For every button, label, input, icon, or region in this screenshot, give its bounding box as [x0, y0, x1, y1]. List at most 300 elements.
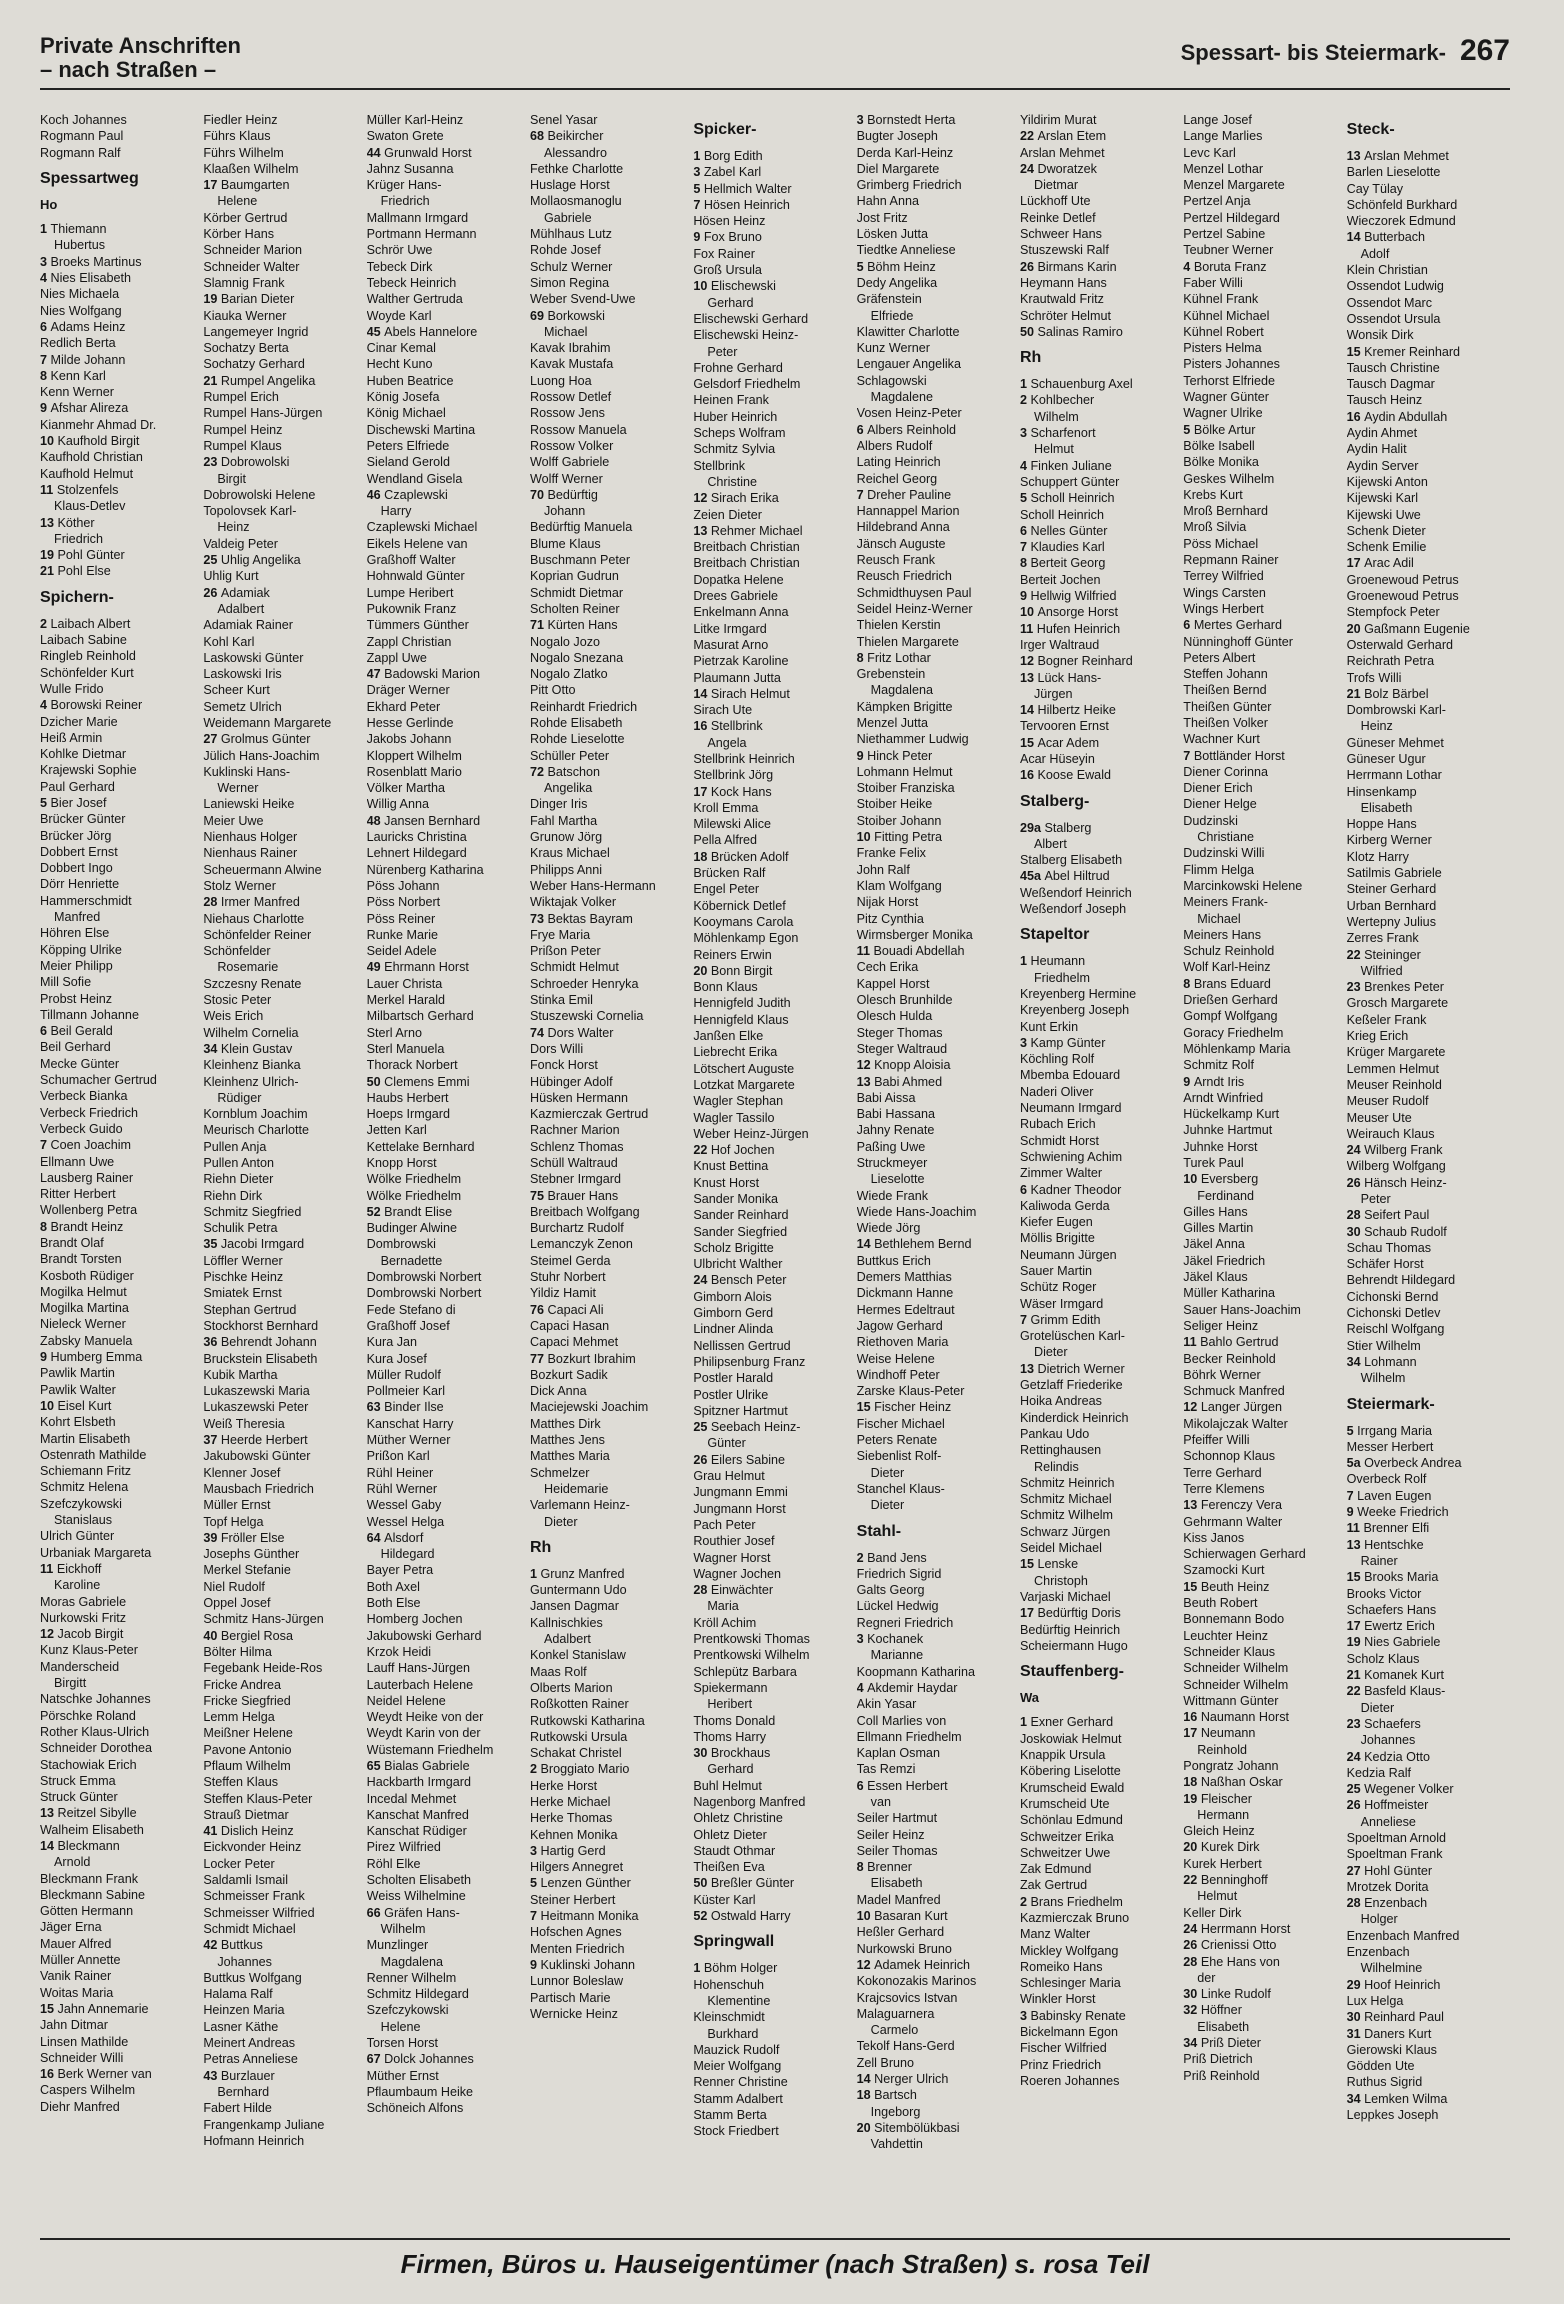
- resident-entry: Weber Heinz-Jürgen: [693, 1126, 809, 1141]
- resident-entry: Stebner Irmgard: [529, 1172, 621, 1187]
- resident-entry: [1183, 1839, 1336, 1855]
- resident-name: Seifert Paul: [1364, 1208, 1430, 1223]
- entry-continuation: van: [870, 1794, 891, 1809]
- resident-name: Ansorge Horst: [1037, 605, 1118, 620]
- resident-entry: [857, 1778, 1010, 1794]
- resident-entry: Schneider Walter: [203, 259, 300, 274]
- resident-entry: Wolf Karl-Heinz: [1183, 960, 1271, 975]
- entry-continuation: Michael: [1197, 911, 1241, 926]
- resident-name: Böhm Holger: [703, 1961, 778, 1976]
- resident-entry: [40, 1137, 193, 1153]
- resident-entry: Oppel Josef: [203, 1596, 271, 1611]
- resident-entry: Vanik Rainer: [40, 1969, 112, 1984]
- entry-continuation: Adalbert: [543, 1632, 591, 1647]
- resident-entry: [1347, 1977, 1500, 1993]
- house-number: 7: [1183, 748, 1194, 763]
- resident-entry: [1347, 1207, 1500, 1223]
- resident-entry: [1347, 1142, 1500, 1158]
- resident-entry: Mogilka Helmut: [40, 1284, 127, 1299]
- resident-entry: Lohmann Helmut: [856, 764, 953, 779]
- resident-entry: [693, 849, 846, 865]
- entry-continuation: Johannes: [217, 1954, 272, 1969]
- resident-entry: Gleich Heinz: [1183, 1824, 1255, 1839]
- house-number: 22: [1346, 947, 1365, 962]
- resident-entry: Stephan Gertrud: [203, 1302, 297, 1317]
- resident-entry: Kirberg Werner: [1346, 833, 1432, 848]
- resident-entry: Trofs Willi: [1346, 670, 1402, 685]
- resident-entry: Elischewski Gerhard: [693, 311, 809, 326]
- house-number: 29: [1346, 1977, 1365, 1992]
- resident-entry: Steiner Herbert: [529, 1892, 616, 1907]
- resident-name: Uhlig Angelika: [220, 553, 301, 568]
- resident-name: Coen Joachim: [50, 1138, 132, 1153]
- resident-entry: Küster Karl: [693, 1892, 756, 1907]
- resident-entry: [530, 1957, 683, 1973]
- house-number: 43: [203, 2068, 221, 2083]
- house-number: 8: [856, 1860, 868, 1875]
- house-number: 34: [203, 1041, 221, 1056]
- resident-entry: Joskowiak Helmut: [1019, 1731, 1122, 1746]
- resident-entry: Sochatzy Berta: [203, 341, 289, 356]
- resident-name: Stolzenfels: [56, 482, 119, 497]
- resident-entry: Kreyenberg Hermine: [1019, 986, 1137, 1001]
- house-number: 34: [1183, 2036, 1201, 2051]
- house-number: 10: [40, 434, 58, 449]
- resident-entry: Stoiber Heike: [856, 797, 933, 812]
- resident-name: Brans Eduard: [1193, 976, 1271, 991]
- resident-name: Ostwald Harry: [710, 1909, 791, 1924]
- resident-name: Abel Hiltrud: [1044, 869, 1110, 884]
- resident-entry: Lumpe Heribert: [366, 585, 454, 600]
- resident-entry: Kavak Mustafa: [529, 357, 614, 372]
- resident-entry: Czaplewski Michael: [366, 520, 478, 535]
- house-number: 3: [856, 1632, 868, 1647]
- resident-entry: Tervooren Ernst: [1019, 719, 1109, 734]
- resident-entry: Demers Matthias: [856, 1270, 952, 1285]
- resident-entry: [367, 2051, 520, 2067]
- resident-entry: [1020, 1361, 1173, 1377]
- resident-entry: Wirmsberger Monika: [856, 927, 973, 942]
- resident-entry: Schmitz Heinrich: [1019, 1475, 1115, 1490]
- resident-entry: Merkel Stefanie: [203, 1563, 291, 1578]
- house-number: 9: [1019, 589, 1031, 604]
- entry-continuation: Günter: [707, 1436, 746, 1451]
- resident-entry: Theißen Bernd: [1183, 683, 1267, 698]
- entry-continuation: Johannes: [1360, 1733, 1416, 1748]
- resident-entry: Scholz Brigitte: [693, 1240, 774, 1255]
- resident-entry: Schuppert Günter: [1019, 474, 1120, 489]
- resident-entry: Peters Elfriede: [366, 438, 450, 453]
- resident-entry: [1020, 1894, 1173, 1910]
- resident-entry: Lemm Helga: [203, 1710, 275, 1725]
- resident-name: Baumgarten: [220, 178, 290, 193]
- resident-entry: Nieleck Werner: [40, 1317, 126, 1332]
- resident-entry: Kunz Klaus-Peter: [40, 1643, 139, 1658]
- resident-entry: Brandt Torsten: [40, 1252, 122, 1267]
- house-number: 15: [40, 2001, 58, 2016]
- resident-name: Boruta Franz: [1193, 259, 1267, 274]
- resident-entry: Scholl Heinrich: [1019, 507, 1104, 522]
- resident-entry: [203, 177, 356, 193]
- house-number: 17: [1183, 1726, 1201, 1741]
- resident-entry: Rother Klaus-Ulrich: [40, 1724, 150, 1739]
- resident-entry: [1347, 1488, 1500, 1504]
- resident-entry: Lausberg Rainer: [40, 1170, 134, 1185]
- resident-entry: Lemanczyk Zenon: [529, 1237, 633, 1252]
- resident-name: Eilers Sabine: [710, 1452, 786, 1467]
- resident-entry: Menzel Jutta: [856, 715, 929, 730]
- resident-entry: Kroll Emma: [693, 800, 759, 815]
- resident-entry: Becker Reinhold: [1183, 1351, 1276, 1366]
- resident-entry: [203, 1937, 356, 1953]
- house-number: 4: [1183, 259, 1194, 274]
- resident-entry: Kanschat Harry: [366, 1416, 454, 1431]
- entry-continuation: Elisabeth: [1360, 800, 1413, 815]
- resident-entry: Zerres Frank: [1346, 931, 1419, 946]
- resident-entry: Fonck Horst: [529, 1058, 598, 1073]
- resident-entry: [1020, 2008, 1173, 2024]
- resident-entry: Jäkel Friedrich: [1183, 1253, 1266, 1268]
- resident-entry: Dobbert Ingo: [40, 861, 113, 876]
- resident-name: Weeke Friedrich: [1357, 1505, 1449, 1520]
- resident-entry: Wiede Frank: [856, 1188, 929, 1203]
- resident-entry: Lukaszewski Peter: [203, 1400, 309, 1415]
- resident-entry: Gehrmann Walter: [1183, 1514, 1283, 1529]
- resident-entry: [693, 181, 846, 197]
- resident-entry: Kijewski Anton: [1346, 474, 1428, 489]
- resident-entry: [1347, 1618, 1500, 1634]
- resident-entry: Meurisch Charlotte: [203, 1123, 310, 1138]
- street-heading: Rh: [1019, 349, 1042, 367]
- resident-entry: Wonsik Dirk: [1346, 328, 1414, 343]
- resident-entry: [693, 1142, 846, 1158]
- resident-entry: Plaumann Jutta: [693, 670, 781, 685]
- resident-entry: Schröter Helmut: [1019, 308, 1111, 323]
- resident-entry: Schweitzer Erika: [1019, 1829, 1114, 1844]
- resident-entry: Nienhaus Rainer: [203, 846, 298, 861]
- resident-entry: Hückelkamp Kurt: [1183, 1107, 1280, 1122]
- resident-entry: [1020, 588, 1173, 604]
- resident-entry: [693, 1908, 846, 1924]
- resident-entry: Mikolajczak Walter: [1183, 1416, 1288, 1431]
- resident-name: Bensch Peter: [710, 1273, 787, 1288]
- resident-entry: Schneider Klaus: [1183, 1644, 1276, 1659]
- resident-entry: Müller Karl-Heinz: [366, 113, 464, 127]
- resident-entry: Swaton Grete: [366, 129, 444, 144]
- resident-entry: Prinz Friedrich: [1019, 2057, 1102, 2072]
- house-number: 24: [1346, 1749, 1365, 1764]
- resident-name: Overbeck Andrea: [1364, 1456, 1462, 1471]
- house-number: 24: [1183, 1921, 1201, 1936]
- entry-continuation: Michael: [543, 324, 588, 339]
- resident-entry: [857, 422, 1010, 438]
- resident-entry: Thielen Margarete: [856, 634, 959, 649]
- resident-entry: Löffler Werner: [203, 1253, 283, 1268]
- resident-entry: Schmidt Michael: [203, 1921, 296, 1936]
- resident-entry: [857, 829, 1010, 845]
- resident-name: Borg Edith: [703, 149, 763, 163]
- resident-entry: Martin Elisabeth: [40, 1431, 131, 1446]
- resident-entry: [1020, 161, 1173, 177]
- entry-continuation: Christiane: [1197, 830, 1254, 845]
- resident-entry: Lasner Käthe: [203, 2019, 279, 2034]
- resident-entry: Cinar Kemal: [366, 341, 436, 356]
- resident-name: Barian Dieter: [220, 292, 295, 307]
- resident-entry: Olesch Hulda: [856, 1009, 933, 1024]
- resident-name: Lohmann: [1364, 1354, 1417, 1369]
- resident-name: Basaran Kurt: [874, 1909, 948, 1924]
- directory-column: [203, 112, 366, 2212]
- resident-entry: Wiede Jörg: [856, 1221, 921, 1236]
- resident-entry: Topolovsek Karl-: [203, 504, 297, 519]
- house-number: 30: [693, 1746, 711, 1761]
- house-number: 74: [529, 1025, 548, 1040]
- resident-entry: Zappl Christian: [366, 634, 452, 649]
- street-heading: Spessartweg: [40, 169, 139, 187]
- house-number: 5a: [1346, 1456, 1365, 1471]
- resident-entry: Jänsch Auguste: [856, 536, 946, 551]
- resident-entry: [1183, 617, 1336, 633]
- resident-entry: Senel Yasar: [529, 113, 598, 127]
- resident-entry: Pöss Michael: [1183, 536, 1259, 551]
- house-number: 8: [1019, 556, 1031, 571]
- resident-entry: Windhoff Peter: [856, 1367, 940, 1382]
- resident-name: Jacob Birgit: [57, 1627, 124, 1642]
- resident-entry: Wings Carsten: [1183, 585, 1266, 600]
- resident-entry: [1183, 2035, 1336, 2051]
- street-range: Spessart- bis Steiermark-: [1180, 40, 1446, 65]
- house-number: 1: [1019, 1715, 1031, 1730]
- directory-column: [1020, 112, 1183, 2212]
- resident-entry: Pella Alfred: [693, 833, 758, 848]
- resident-entry: Struck Günter: [40, 1790, 118, 1805]
- resident-entry: Acar Hüseyin: [1019, 751, 1095, 766]
- house-number: 4: [40, 698, 51, 713]
- resident-entry: Routhier Josef: [693, 1534, 775, 1549]
- resident-entry: Graßhoff Josef: [366, 1318, 450, 1333]
- entry-continuation: Friedrich: [380, 194, 430, 209]
- resident-entry: Kiauka Werner: [203, 308, 287, 323]
- entry-continuation: Peter: [707, 344, 738, 359]
- house-number: 28: [1346, 1896, 1365, 1911]
- resident-entry: Pullen Anton: [203, 1156, 275, 1170]
- resident-entry: Riehn Dirk: [203, 1188, 263, 1203]
- resident-entry: Rossow Jens: [529, 406, 605, 421]
- resident-entry: Probst Heinz: [40, 991, 113, 1006]
- resident-name: Lenzen Günther: [540, 1876, 631, 1891]
- resident-entry: Litke Irmgard: [693, 621, 767, 636]
- resident-entry: Blume Klaus: [529, 536, 601, 551]
- resident-name: Aydin Abdullah: [1364, 409, 1448, 424]
- resident-entry: [203, 585, 356, 601]
- resident-entry: Jagow Gerhard: [856, 1318, 943, 1333]
- resident-entry: Schmelzer: [529, 1465, 590, 1480]
- entry-continuation: Jürgen: [1033, 686, 1073, 701]
- resident-entry: [1347, 344, 1500, 360]
- resident-entry: Schierwagen Gerhard: [1183, 1547, 1306, 1562]
- resident-entry: Bölke Isabell: [1183, 438, 1255, 453]
- resident-entry: Knust Horst: [693, 1175, 760, 1190]
- resident-entry: Mauer Alfred: [40, 1936, 112, 1951]
- resident-entry: Koch Johannes: [40, 113, 127, 127]
- resident-entry: [693, 1960, 846, 1976]
- resident-entry: Dedy Angelika: [856, 275, 938, 290]
- entry-continuation: Dieter: [1033, 1345, 1068, 1360]
- resident-entry: Hoeps Irmgard: [366, 1107, 450, 1122]
- resident-entry: Schmeisser Frank: [203, 1889, 305, 1904]
- resident-entry: Dräger Werner: [366, 683, 450, 698]
- resident-entry: [40, 1561, 193, 1577]
- resident-entry: Schmitz Siegfried: [203, 1204, 302, 1219]
- resident-name: Kürten Hans: [547, 618, 618, 633]
- resident-name: Linke Rudolf: [1200, 1987, 1271, 2002]
- resident-entry: Kehnen Monika: [529, 1827, 618, 1842]
- resident-name: Bialas Gabriele: [384, 1758, 470, 1773]
- resident-name: Daners Kurt: [1364, 2026, 1432, 2041]
- resident-entry: Schütz Roger: [1019, 1280, 1097, 1295]
- resident-entry: Schlesinger Maria: [1019, 1976, 1121, 1991]
- resident-entry: Schau Thomas: [1346, 1240, 1432, 1255]
- resident-entry: Kleinhenz Ulrich-: [203, 1074, 299, 1089]
- resident-entry: Lösken Jutta: [856, 227, 929, 242]
- resident-entry: Thoms Donald: [693, 1713, 776, 1728]
- entry-continuation: Christoph: [1033, 1573, 1088, 1588]
- resident-entry: Manz Walter: [1019, 1927, 1091, 1942]
- resident-name: Brenner Elfi: [1363, 1521, 1430, 1536]
- entry-continuation: Klementine: [707, 1993, 771, 2008]
- resident-entry: [1347, 1537, 1500, 1553]
- resident-entry: Schneider Wilhelm: [1183, 1677, 1289, 1692]
- resident-entry: Lückhoff Ute: [1019, 194, 1091, 209]
- house-number: 5: [1019, 491, 1031, 506]
- entry-continuation: Holger: [1360, 1912, 1398, 1927]
- house-number: 12: [40, 1627, 58, 1642]
- resident-entry: [203, 1823, 356, 1839]
- resident-entry: Fischer Michael: [856, 1416, 945, 1431]
- resident-entry: Kianmehr Ahmad Dr.: [40, 417, 157, 432]
- resident-entry: Jakobs Johann: [366, 732, 452, 747]
- resident-entry: Ostenrath Mathilde: [40, 1447, 147, 1462]
- house-number: 7: [1019, 1312, 1031, 1327]
- resident-entry: Natschke Johannes: [40, 1692, 151, 1707]
- resident-entry: [693, 1582, 846, 1598]
- house-number: 7: [1346, 1488, 1358, 1503]
- resident-entry: Herke Thomas: [529, 1811, 613, 1826]
- resident-entry: Wagler Stephan: [693, 1094, 784, 1109]
- resident-entry: Jost Fritz: [856, 210, 908, 225]
- resident-entry: Heinen Frank: [693, 393, 769, 408]
- resident-entry: Galts Georg: [856, 1583, 925, 1598]
- resident-entry: Hecht Kuno: [366, 357, 433, 372]
- resident-name: Böhm Heinz: [867, 259, 936, 274]
- resident-entry: Wüstemann Friedhelm: [366, 1742, 494, 1757]
- resident-entry: [857, 112, 1010, 128]
- resident-entry: [530, 1025, 683, 1041]
- resident-entry: Franke Felix: [856, 846, 926, 861]
- resident-entry: Akin Yasar: [856, 1697, 917, 1712]
- resident-entry: [857, 1074, 1010, 1090]
- resident-name: Scharfenort: [1030, 426, 1096, 441]
- resident-entry: Buschmann Peter: [529, 553, 631, 568]
- house-number: 19: [1346, 1635, 1365, 1650]
- street-district: Wa: [1019, 1690, 1039, 1706]
- resident-name: Eickhoff: [56, 1561, 102, 1576]
- resident-entry: Meinert Andreas: [203, 2036, 296, 2051]
- resident-entry: Müther Werner: [366, 1433, 451, 1448]
- resident-name: Fritz Lothar: [867, 650, 931, 665]
- resident-entry: [1020, 490, 1173, 506]
- directory-column: [367, 112, 530, 2212]
- resident-entry: [530, 308, 683, 324]
- resident-name: Hof Jochen: [710, 1143, 775, 1158]
- resident-entry: Ohletz Dieter: [693, 1827, 767, 1842]
- street-heading: Stauffenberg-: [1019, 1663, 1124, 1681]
- resident-entry: Prentkowski Wilhelm: [693, 1648, 810, 1663]
- resident-entry: Schweitzer Uwe: [1019, 1845, 1111, 1860]
- resident-entry: Tiedtke Anneliese: [856, 243, 956, 258]
- house-number: 12: [856, 1957, 875, 1972]
- resident-entry: Stoiber Johann: [856, 813, 942, 828]
- resident-entry: [203, 894, 356, 910]
- resident-name: Lemken Wilma: [1364, 2091, 1448, 2106]
- resident-entry: [857, 259, 1010, 275]
- house-number: 21: [1346, 1668, 1365, 1683]
- house-number: 8: [1183, 976, 1194, 991]
- street-heading: Steiermark-: [1346, 1395, 1435, 1413]
- entry-continuation: Dieter: [1360, 1700, 1395, 1715]
- resident-entry: Rohde Lieselotte: [529, 732, 625, 747]
- resident-entry: Pirez Wilfried: [366, 1840, 441, 1855]
- resident-entry: [1347, 1520, 1500, 1536]
- resident-entry: Lux Helga: [1346, 1993, 1404, 2008]
- resident-entry: Rühl Werner: [366, 1481, 438, 1496]
- house-number: 31: [1346, 2026, 1365, 2041]
- house-number: 6: [40, 1024, 51, 1039]
- resident-entry: Dombrowski Norbert: [366, 1270, 482, 1285]
- resident-entry: Renner Wilhelm: [366, 1970, 457, 1985]
- resident-entry: Weidemann Margarete: [203, 715, 332, 730]
- house-number: 26: [203, 585, 221, 600]
- resident-entry: Kettelake Bernhard: [366, 1139, 475, 1154]
- resident-entry: Kosboth Rüdiger: [40, 1268, 134, 1283]
- resident-entry: Jakubowski Gerhard: [366, 1628, 482, 1643]
- resident-entry: [1347, 1683, 1500, 1699]
- resident-name: Laven Eugen: [1357, 1488, 1432, 1503]
- resident-entry: Steffen Klaus-Peter: [203, 1791, 313, 1806]
- resident-name: Elischewski: [710, 279, 776, 294]
- resident-entry: Krumscheid Ewald: [1019, 1780, 1125, 1795]
- resident-entry: Malaguarnera: [856, 2006, 935, 2021]
- house-number: 21: [1346, 686, 1365, 701]
- resident-entry: König Josefa: [366, 390, 440, 405]
- resident-entry: Kühnel Michael: [1183, 308, 1270, 323]
- resident-name: Jacobi Irmgard: [220, 1237, 305, 1252]
- resident-entry: Urbaniak Margareta: [40, 1545, 152, 1560]
- resident-entry: Klotz Harry: [1346, 849, 1409, 864]
- resident-entry: Fricke Andrea: [203, 1677, 282, 1692]
- resident-entry: [1347, 1797, 1500, 1813]
- resident-entry: Moras Gabriele: [40, 1594, 127, 1609]
- house-number: 17: [203, 178, 221, 193]
- house-number: 70: [529, 487, 548, 502]
- resident-entry: [40, 1626, 193, 1642]
- resident-name: Rehmer Michael: [710, 523, 803, 538]
- resident-entry: Bruckstein Elisabeth: [203, 1351, 318, 1366]
- resident-name: Bogner Reinhard: [1037, 654, 1133, 669]
- resident-entry: [1347, 1716, 1500, 1732]
- resident-name: Brücken Adolf: [710, 849, 789, 864]
- resident-entry: Nünninghoff Günter: [1183, 634, 1293, 649]
